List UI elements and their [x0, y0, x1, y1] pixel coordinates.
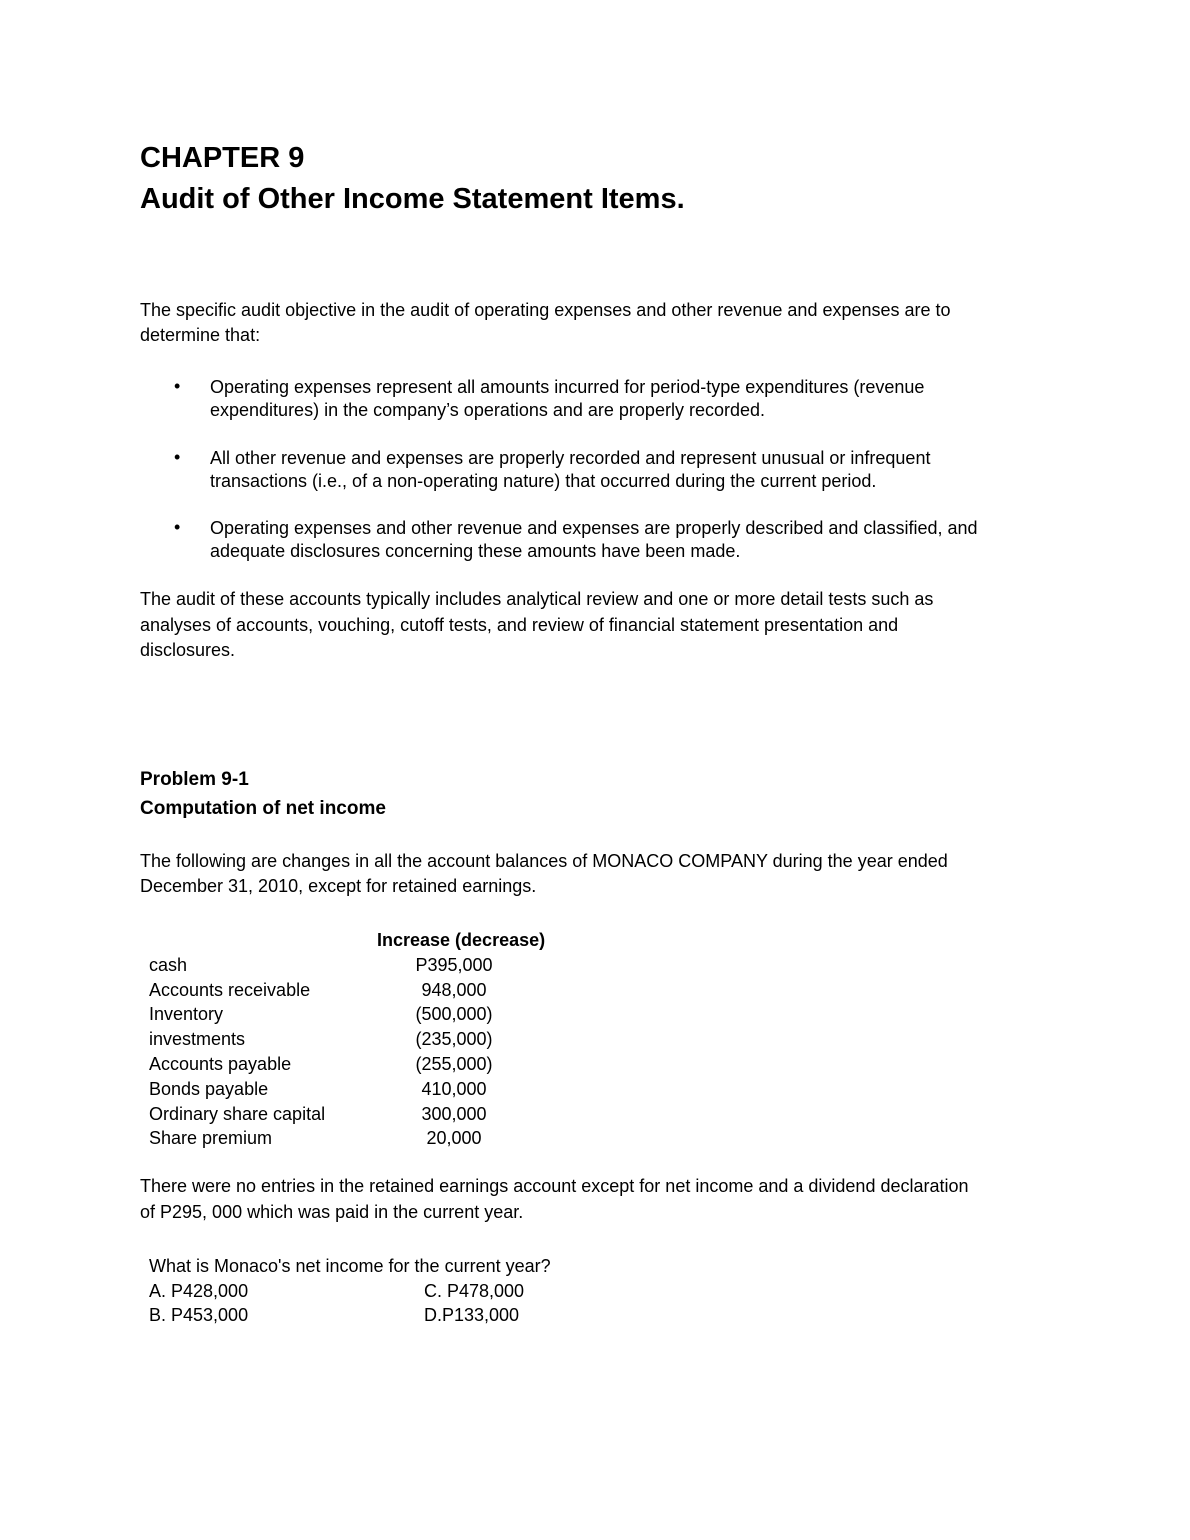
table-row [149, 1002, 569, 1027]
table-row [149, 1077, 569, 1102]
note-line-2: of P295, 000 which was paid in the current year. [140, 1202, 524, 1222]
row-label: Share premium [149, 1128, 273, 1148]
bullet-2-line-1: All other revenue and expenses are properly recorded and represent unusual or infrequent [210, 448, 931, 468]
row-label: cash [149, 955, 188, 975]
row-value: 300,000 [421, 1104, 487, 1124]
problem-number: Problem 9-1 [140, 769, 249, 790]
audit-para-line-2: analyses of accounts, vouching, cutoff tests, and review of financial statement presentation and [140, 615, 899, 635]
table-row [149, 953, 569, 978]
bullet-icon: • [174, 447, 181, 467]
option-c: C. P478,000 [424, 1281, 525, 1301]
table-row [149, 1052, 569, 1077]
option-d: D.P133,000 [424, 1305, 520, 1325]
bullet-icon: • [174, 517, 181, 537]
option-a: A. P428,000 [149, 1281, 249, 1301]
audit-para-line-3: disclosures. [140, 640, 236, 660]
audit-para-line-1: The audit of these accounts typically includes analytical review and one or more detail tests such as [140, 589, 934, 609]
row-value: 410,000 [421, 1079, 487, 1099]
row-value: P395,000 [415, 955, 493, 975]
row-label: Accounts receivable [149, 980, 311, 1000]
option-b: B. P453,000 [149, 1305, 249, 1325]
table-row [149, 1126, 569, 1151]
row-value: 20,000 [426, 1128, 482, 1148]
row-value: 948,000 [421, 980, 487, 1000]
bullet-3-line-1: Operating expenses and other revenue and expenses are properly described and classified, and [210, 518, 978, 538]
bullet-1-line-1: Operating expenses represent all amounts incurred for period-type expenditures (revenue [210, 377, 925, 397]
chapter-title: Audit of Other Income Statement Items. [140, 183, 685, 215]
question-text: What is Monaco's net income for the current year? [149, 1256, 551, 1276]
row-label: investments [149, 1029, 246, 1049]
row-label: Ordinary share capital [149, 1104, 326, 1124]
row-value: (255,000) [415, 1054, 493, 1074]
problem-title: Computation of net income [140, 798, 386, 819]
table-row [149, 978, 569, 1003]
problem-desc-line-2: December 31, 2010, except for retained earnings. [140, 876, 537, 896]
note-line-1: There were no entries in the retained earnings account except for net income and a dividend declaration [140, 1176, 969, 1196]
bullet-1-line-2: expenditures) in the company’s operations and are properly recorded. [210, 400, 765, 420]
bullet-3-line-2: adequate disclosures concerning these amounts have been made. [210, 541, 741, 561]
table-row [149, 1102, 569, 1127]
problem-desc-line-1: The following are changes in all the account balances of MONACO COMPANY during the year ended [140, 851, 948, 871]
row-value: (500,000) [415, 1004, 493, 1024]
row-label: Bonds payable [149, 1079, 269, 1099]
bullet-icon: • [174, 376, 181, 396]
bullet-2-line-2: transactions (i.e., of a non-operating nature) that occurred during the current period. [210, 471, 877, 491]
row-value: (235,000) [415, 1029, 493, 1049]
chapter-number: CHAPTER 9 [140, 142, 305, 174]
table-header: Increase (decrease) [377, 930, 546, 950]
row-label: Accounts payable [149, 1054, 292, 1074]
intro-line-2: determine that: [140, 325, 261, 345]
intro-line-1: The specific audit objective in the audit of operating expenses and other revenue and expenses are to [140, 300, 951, 320]
table-row [149, 1027, 569, 1052]
row-label: Inventory [149, 1004, 224, 1024]
